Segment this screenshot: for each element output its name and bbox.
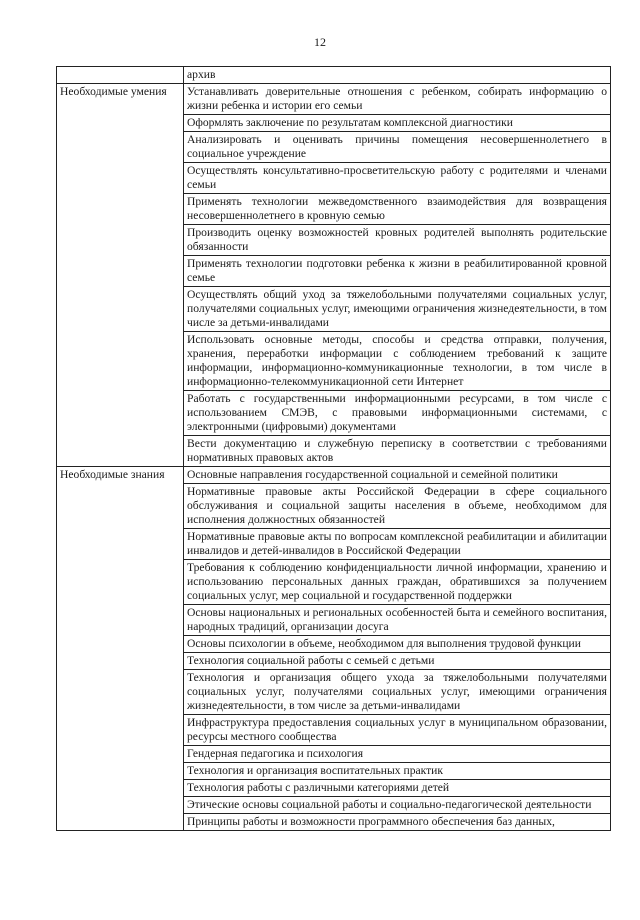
item-cell	[184, 84, 611, 115]
item-text: Осуществлять общий уход за тяжелобольными получателями социальных услуг, получателями социальных услуг, имеющими ограничения жизнедеятельности, в том числе за детьми-инвалидами	[187, 288, 607, 329]
section-label-cell	[57, 67, 184, 84]
item-text: Производить оценку возможностей кровных родителей выполнять родительские обязанности	[187, 226, 607, 253]
item-cell	[184, 287, 611, 332]
item-text: Основные направления государственной социальной и семейной политики	[187, 468, 558, 481]
item-text: Использовать основные методы, способы и средства отправки, получения, хранения, переработки информации с соблюдением требований к защите информации, информационно-коммуникационные технологии, в том числе в информационно-телекоммуникационной сети Интернет	[187, 333, 607, 388]
item-cell	[184, 529, 611, 560]
item-text: Требования к соблюдению конфиденциальности личной информации, хранению и использованию персональных данных граждан, обратившихся за получением социальных услуг, мер социальной и государственной поддержки	[187, 561, 607, 602]
item-cell	[184, 746, 611, 763]
item-text: Применять технологии подготовки ребенка к жизни в реабилитированной кровной семье	[187, 257, 607, 284]
item-text: Основы психологии в объеме, необходимом для выполнения трудовой функции	[187, 637, 581, 650]
requirements-table	[56, 66, 611, 831]
item-cell	[184, 814, 611, 831]
table-row	[57, 467, 611, 484]
item-cell	[184, 797, 611, 814]
item-cell	[184, 332, 611, 391]
item-text: архив	[187, 68, 216, 81]
item-cell	[184, 436, 611, 467]
item-text: Технология работы с различными категориями детей	[187, 781, 450, 794]
item-text: Основы национальных и региональных особенностей быта и семейного воспитания, народных традиций, организации досуга	[187, 606, 607, 633]
item-cell	[184, 560, 611, 605]
section-label-cell	[57, 467, 184, 831]
item-text: Принципы работы и возможности программного обеспечения баз данных,	[187, 815, 555, 828]
item-cell	[184, 670, 611, 715]
item-cell	[184, 715, 611, 746]
item-cell	[184, 256, 611, 287]
table-row	[57, 67, 611, 84]
item-text: Инфраструктура предоставления социальных услуг в муниципальном образовании, ресурсы местного сообщества	[187, 716, 607, 743]
item-text: Оформлять заключение по результатам комплексной диагностики	[187, 116, 513, 129]
item-text: Нормативные правовые акты Российской Федерации в сфере социального обслуживания и социальной защиты населения в объеме, необходимом для исполнения должностных обязанностей	[187, 485, 607, 526]
item-text: Анализировать и оценивать причины помещения несовершеннолетнего в социальное учреждение	[187, 133, 607, 160]
item-cell	[184, 763, 611, 780]
item-text: Технология социальной работы с семьей с детьми	[187, 654, 435, 667]
item-text: Работать с государственными информационными ресурсами, в том числе с использованием СМЭВ, с правовыми информационными системами, с электронными (цифровыми) документами	[187, 392, 607, 433]
item-cell	[184, 225, 611, 256]
item-cell	[184, 605, 611, 636]
item-text: Применять технологии межведомственного взаимодействия для возвращения несовершеннолетнего в кровную семью	[187, 195, 607, 222]
table-row	[57, 84, 611, 115]
item-cell	[184, 636, 611, 653]
item-text: Технология и организация общего ухода за тяжелобольными получателями социальных услуг, получателями социальных услуг, имеющими ограничения жизнедеятельности, в том числе за детьми-инвалидами	[187, 671, 607, 712]
section-label-cell	[57, 84, 184, 467]
item-cell	[184, 391, 611, 436]
item-cell	[184, 484, 611, 529]
item-text: Осуществлять консультативно-просветительскую работу с родителями и членами семьи	[187, 164, 607, 191]
item-text: Гендерная педагогика и психология	[187, 747, 364, 760]
item-cell	[184, 163, 611, 194]
item-cell	[184, 67, 611, 84]
section-label: Необходимые умения	[60, 85, 167, 98]
item-cell	[184, 194, 611, 225]
item-text: Вести документацию и служебную переписку в соответствии с требованиями нормативных правовых актов	[187, 437, 607, 464]
requirements-table-body	[57, 67, 611, 831]
item-cell	[184, 467, 611, 484]
item-cell	[184, 132, 611, 163]
section-label: Необходимые знания	[60, 468, 165, 481]
item-text: Этические основы социальной работы и социально-педагогической деятельности	[187, 798, 592, 811]
item-text: Технология и организация воспитательных практик	[187, 764, 444, 777]
item-text: Нормативные правовые акты по вопросам комплексной реабилитации и абилитации инвалидов и детей-инвалидов в Российской Федерации	[187, 530, 607, 557]
item-cell	[184, 653, 611, 670]
item-cell	[184, 780, 611, 797]
item-cell	[184, 115, 611, 132]
page-number: 12	[314, 35, 326, 49]
item-text: Устанавливать доверительные отношения с ребенком, собирать информацию о жизни ребенка и истории его семьи	[187, 85, 607, 112]
